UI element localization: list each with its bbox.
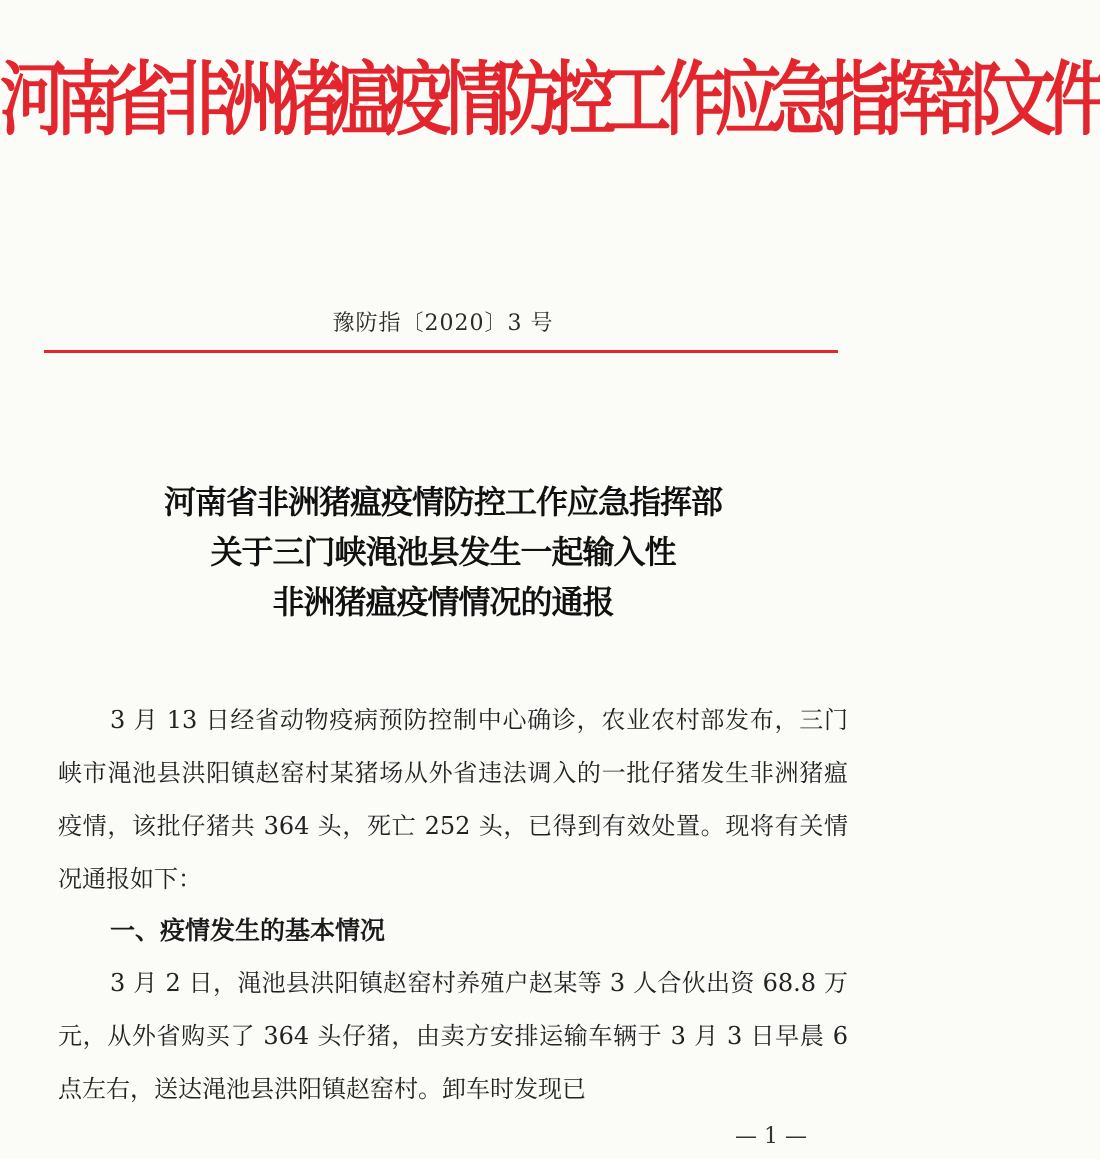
red-divider-line: [44, 350, 838, 353]
page-number: — 1 —: [735, 1124, 807, 1149]
title-line-1: 河南省非洲猪瘟疫情防控工作应急指挥部: [163, 483, 722, 521]
document-number: 豫防指〔2020〕3 号: [332, 311, 554, 336]
paragraph-text: 3 月 2 日，渑池县洪阳镇赵窑村养殖户赵某等 3 人合伙出资 68.8 万元，从外省购买了 364 头仔猪，由卖方安排运输车辆于 3 月 3 日早晨 6 点左右，送达渑池县洪阳镇赵窑村。卸车时发现已: [58, 969, 848, 1103]
issuer-header: 河南省非洲猪瘟疫情防控工作应急指挥部文件: [0, 53, 1100, 148]
paragraph-text: 3 月 13 日经省动物疫病预防控制中心确诊，农业农村部发布，三门峡市渑池县洪阳镇赵窑村某猪场从外省违法调入的一批仔猪发生非洲猪瘟疫情，该批仔猪共 364 头，死亡 252 头，已得到有效处置。现将有关情况通报如下：: [58, 706, 848, 893]
document-title: [0, 477, 886, 627]
title-line-3: 非洲猪瘟疫情情况的通报: [272, 583, 614, 621]
body-paragraph-2: [58, 957, 848, 1116]
section-heading-1: 一、疫情发生的基本情况: [110, 916, 386, 945]
title-line-2: 关于三门峡渑池县发生一起输入性: [210, 533, 676, 571]
body-paragraph-1: [58, 694, 848, 906]
